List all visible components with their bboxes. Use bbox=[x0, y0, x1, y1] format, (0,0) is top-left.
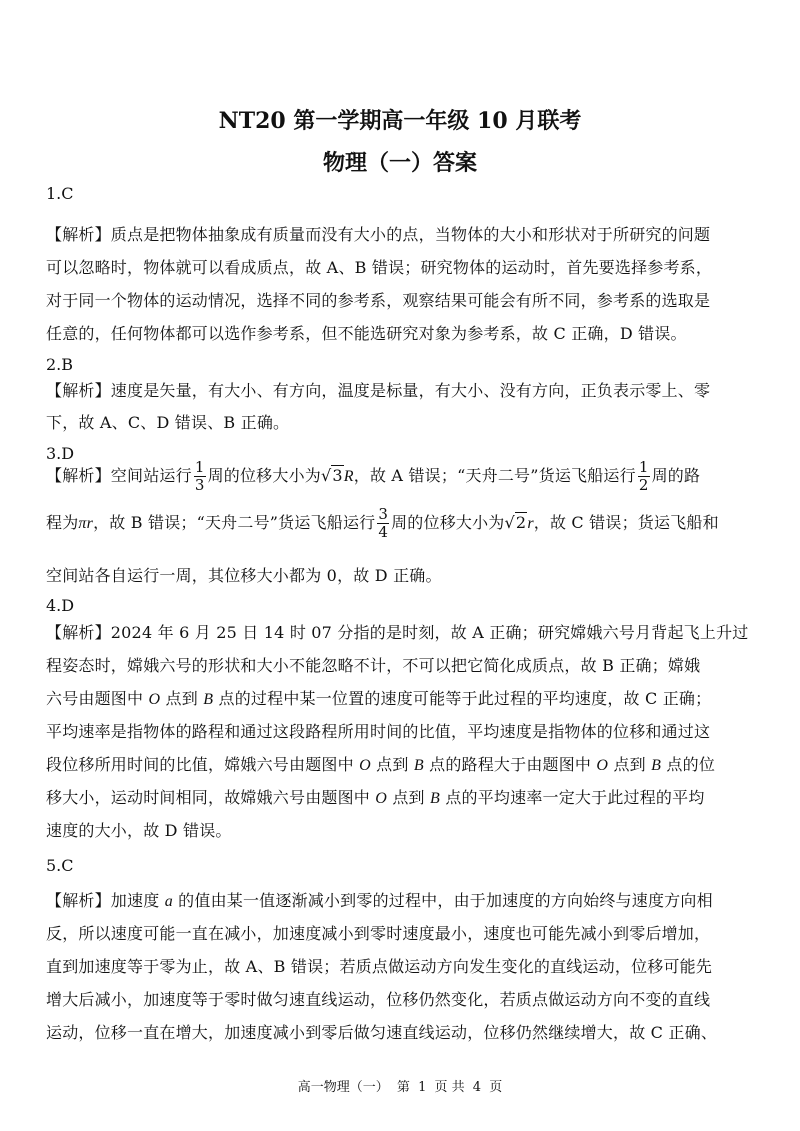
q1-line-1: 【解析】质点是把物体抽象成有质量而没有大小的点，当物体的大小和形状对于所研究的问题 bbox=[46, 225, 711, 244]
q5-line-1: 【解析】加速度 a 的值由某一值逐渐减小到零的过程中，由于加速度的方向始终与速度方向相 bbox=[46, 891, 713, 910]
q1-line-2: 可以忽略时，物体就可以看成质点，故 A、B 错误；研究物体的运动时，首先要选择参考系， bbox=[46, 258, 713, 277]
var-r: r bbox=[527, 515, 534, 532]
point-O: O bbox=[596, 757, 609, 774]
fraction-one-half: $\frac{1}{2}$ bbox=[638, 458, 649, 494]
q1-line-3: 对于同一个物体的运动情况，选择不同的参考系，观察结果可能会有所不同，参考系的选取是 bbox=[46, 291, 711, 310]
point-B: B bbox=[651, 757, 662, 774]
q5-line-2: 反，所以速度可能一直在减小，加速度减小到零时速度最小，速度也可能先减小到零后增加， bbox=[46, 924, 711, 943]
q4-line-6: 移大小，运动时间相同，故嫦娥六号由题图中 O 点到 B 点的平均速率一定大于此过程的平均 bbox=[46, 788, 705, 807]
q5-number: 5.C bbox=[46, 856, 74, 875]
q3-number: 3.D bbox=[46, 444, 75, 463]
q1-number: 1.C bbox=[46, 184, 74, 203]
q3-text: ，故 C 错误；货运飞船和 bbox=[533, 513, 719, 532]
q3-text: 【解析】空间站运行 bbox=[46, 466, 192, 485]
footer-subject: 高一物理（一） bbox=[297, 1080, 389, 1095]
page-number: 1 bbox=[418, 1080, 427, 1095]
pi-r: πr bbox=[78, 515, 94, 532]
point-B: B bbox=[413, 757, 424, 774]
q4-line-2: 程姿态时，嫦娥六号的形状和大小不能忽略不计，不可以把它简化成质点，故 B 正确；嫦娥 bbox=[46, 656, 701, 675]
fraction-one-third: $\frac{1}{3}$ bbox=[194, 458, 205, 494]
page-total: 4 bbox=[472, 1080, 482, 1095]
q4-line-4: 平均速率是指物体的路程和通过这段路程所用时间的比值，平均速度是指物体的位移和通过这 bbox=[46, 722, 711, 741]
page-footer: 高一物理（一） 第 1 页 共 4 页 bbox=[297, 1080, 503, 1095]
q3-text: ，故 A 错误；“天舟二号”货运飞船运行 bbox=[353, 466, 636, 485]
q4-number: 4.D bbox=[46, 596, 75, 615]
point-B: B bbox=[203, 691, 214, 708]
q4-line-1: 【解析】2024 年 6 月 25 日 14 时 07 分指的是时刻，故 A 正确；研究嫦娥六号月背起飞上升过 bbox=[46, 623, 749, 642]
q4-line-5: 段位移所用时间的比值，嫦娥六号由题图中 O 点到 B 点的路程大于由题图中 O 点到 B 点的位 bbox=[46, 755, 716, 774]
q2-number: 2.B bbox=[46, 355, 74, 374]
q3-text: 周的位移大小为 bbox=[391, 513, 505, 532]
q3-text: ，故 B 错误；“天舟二号”货运飞船运行 bbox=[93, 513, 376, 532]
q3-line-1 bbox=[46, 456, 700, 497]
exam-title: NT20 第一学期高一年级 10 月联考 bbox=[218, 108, 582, 134]
q5-line-4: 增大后减小，加速度等于零时做匀速直线运动，位移仍然变化，若质点做运动方向不变的直线 bbox=[46, 990, 711, 1009]
exam-subtitle: 物理（一）答案 bbox=[322, 150, 477, 176]
point-O: O bbox=[375, 790, 388, 807]
sqrt-3: √3 bbox=[320, 466, 343, 485]
q5-line-3: 直到加速度等于零为止，故 A、B 错误；若质点做运动方向发生变化的直线运动，位移可能先 bbox=[46, 957, 713, 976]
q4-line-3: 六号由题图中 O 点到 B 点的过程中某一位置的速度可能等于此过程的平均速度，故 C 正确； bbox=[46, 689, 712, 708]
q1-line-4: 任意的，任何物体都可以选作参考系，但不能选研究对象为参考系，故 C 正确，D 错误。 bbox=[46, 324, 687, 343]
point-O: O bbox=[148, 691, 161, 708]
q3-line-2 bbox=[46, 503, 719, 544]
q4-line-7: 速度的大小，故 D 错误。 bbox=[46, 821, 232, 840]
q2-line-1: 【解析】速度是矢量，有大小、有方向，温度是标量，有大小、没有方向，正负表示零上、零 bbox=[46, 381, 711, 400]
point-O: O bbox=[359, 757, 371, 774]
q3-text: 周的位移大小为 bbox=[207, 466, 321, 485]
q3-line-3: 空间站各自运行一周，其位移大小都为 0，故 D 正确。 bbox=[46, 566, 442, 585]
q3-text: 周的路 bbox=[651, 466, 701, 485]
point-B: B bbox=[430, 790, 441, 807]
sqrt-2: √2 bbox=[504, 513, 527, 532]
var-a: a bbox=[164, 893, 173, 910]
q5-line-5: 运动，位移一直在增大，加速度减小到零后做匀速直线运动，位移仍然继续增大，故 C 正确、 bbox=[46, 1023, 718, 1042]
var-R: R bbox=[343, 468, 354, 485]
fraction-three-quarters: $\frac{3}{4}$ bbox=[378, 505, 389, 541]
q2-line-2: 下，故 A、C、D 错误、B 正确。 bbox=[46, 413, 290, 432]
q3-text: 程为 bbox=[46, 513, 79, 532]
